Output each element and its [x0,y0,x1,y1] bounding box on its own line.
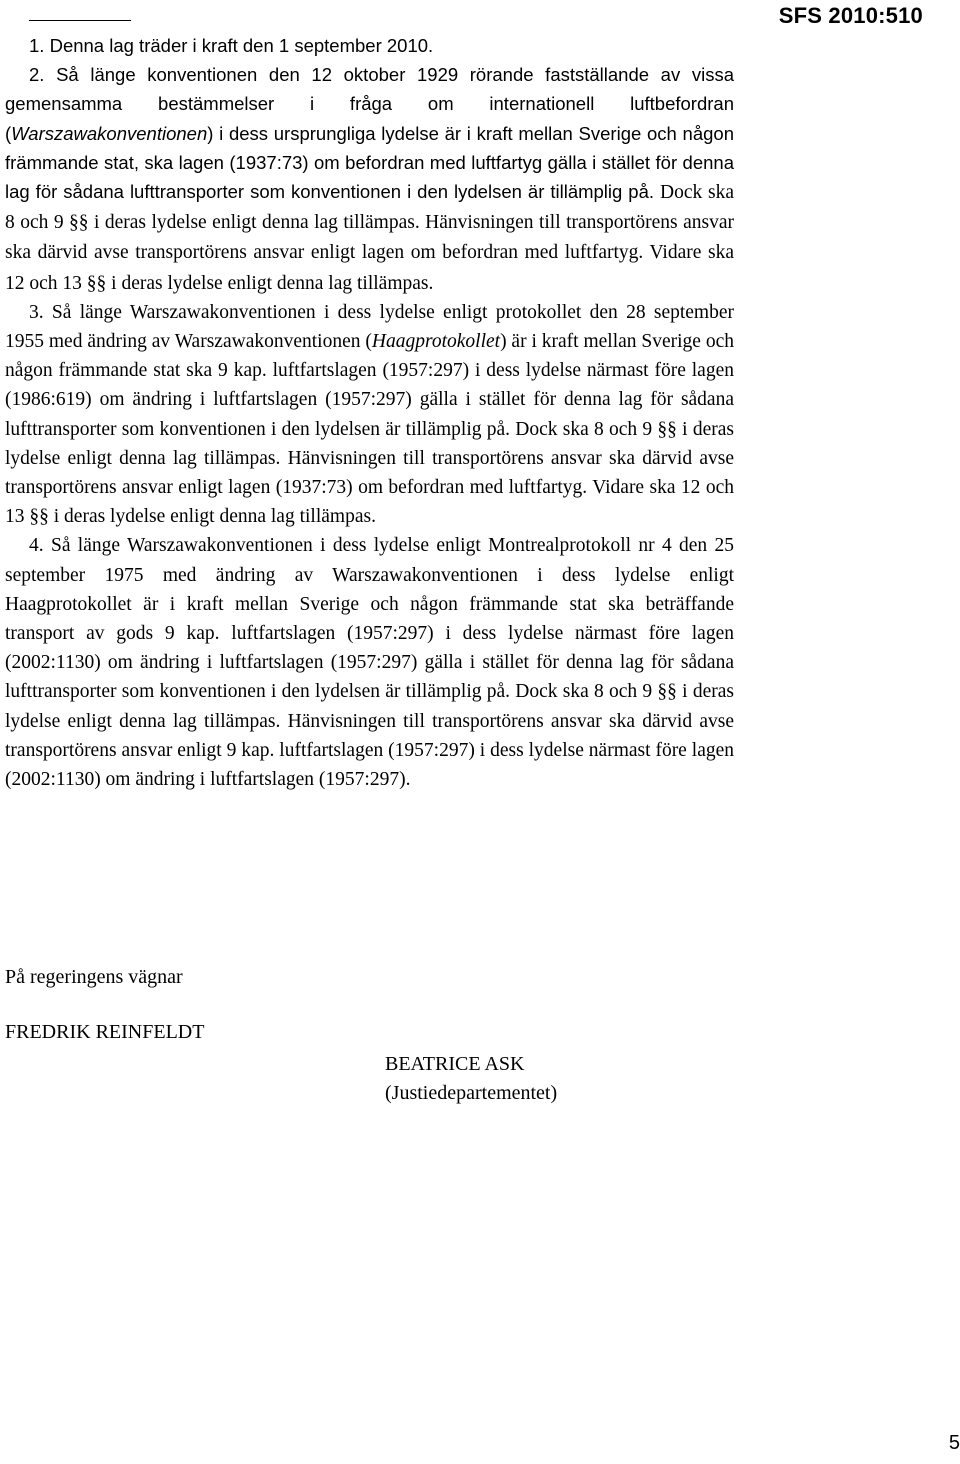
footnote-divider [29,20,131,21]
provision-3 [5,298,734,532]
provision-text: Så länge Warszawakonventionen i dess lydelse enligt protokollet den 28 september 1955 med ändring av Warszawakonventionen ( [5,301,734,353]
provision-text: Denna lag träder i kraft den 1 september 2010. [49,35,434,56]
provision-1 [5,31,734,60]
provision-text: Så länge konventionen den 12 oktober 1929 rörande fastställande av vissa gemensamma bestämmelser i fråga om internationell luftbefordran ( [5,64,735,144]
page-number: 5 [948,1432,960,1454]
provision-number: 1. [29,35,45,56]
signature-minister [385,1050,557,1108]
signature-closing: På regeringens vägnar [5,966,183,988]
provision-number: 2. [29,64,45,86]
transitional-provisions [5,31,734,794]
convention-name: Warszawakonventionen [11,122,208,144]
provision-text: ) i dess ursprungliga lydelse är i kraft mellan Sverige och någon främmande stat, ska lagen (1937:73) om befordran med luftfartyg gälla i stället för denna lag för sådana lufttransporter som konventionen i den lydelsen är tillämplig på. [5,122,734,203]
provision-text: ) är i kraft mellan Sverige och någon främmande stat ska 9 kap. luftfartslagen (1957:297) i dess lydelse närmast före lagen (1986:619) om ändring i luftfartslagen (1957:297) gälla i stället för denna lag för sådana lufttransporter som konventionen i den lydelsen är tillämplig på. Dock ska 8 och 9 §§ i deras lydelse enligt denna lag tillämpas. Hänvisningen till transportörens ansvar ska därvid avse transportörens ansvar enligt lagen (1937:73) om befordran med luftfartyg. Vidare ska 12 och 13 §§ i deras lydelse enligt denna lag tillämpas. [5,331,735,528]
provision-2 [5,60,734,298]
ministry-name: (Justiedepartementet) [385,1082,558,1104]
provision-text: Så länge Warszawakonventionen i dess lydelse enligt Montrealprotokoll nr 4 den 25 september 1975 med ändring av Warszawakonventionen i dess lydelse enligt Haagprotokollet är i kraft mellan Sverige och någon främmande stat ska beträffande transport av gods 9 kap. luftfartslagen (1957:297) i dess lydelse närmast före lagen (2002:1130) om ändring i luftfartslagen (1957:297) gälla i stället för denna lag för sådana lufttransporter som konventionen i den lydelsen är tillämplig på. Dock ska 8 och 9 §§ i deras lydelse enligt denna lag tillämpas. Hänvisningen till transportörens ansvar ska därvid avse transportörens ansvar enligt 9 kap. luftfartslagen (1957:297) i dess lydelse närmast före lagen (2002:1130) om ändring i luftfartslagen (1957:297). [5,535,735,791]
sfs-number: SFS 2010:510 [778,3,923,28]
minister-name: BEATRICE ASK [385,1053,525,1075]
provision-number: 3. [29,301,44,323]
protocol-name: Haagprotokollet [371,331,501,353]
provision-4 [5,531,734,794]
signature-prime-minister: FREDRIK REINFELDT [5,1021,205,1043]
provision-text: Dock ska 8 och 9 §§ i deras lydelse enligt denna lag tillämpas. Hänvisningen till transportörens ansvar ska därvid avse transportörens ansvar enligt lagen om befordran med luftfartyg. Vidare ska 12 och 13 §§ i deras lydelse enligt denna lag tillämpas. [5,182,734,294]
provision-number: 4. [29,535,44,557]
